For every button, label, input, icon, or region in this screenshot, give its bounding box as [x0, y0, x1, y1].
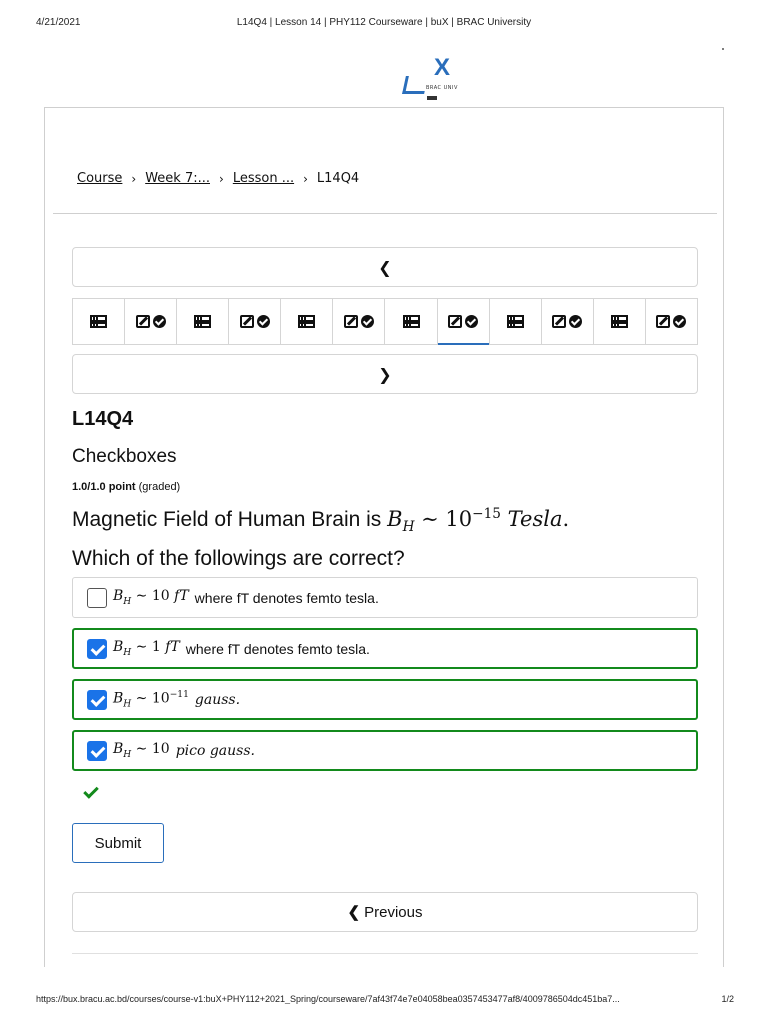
sequence-next-button[interactable] — [72, 354, 698, 394]
option-formula: $B_H$ ∼ 10 fT — [113, 588, 189, 607]
checkbox-checked[interactable] — [87, 639, 107, 659]
problem-type: Checkboxes — [72, 446, 177, 467]
film-icon — [611, 315, 628, 328]
checkbox-checked[interactable] — [87, 741, 107, 761]
film-icon — [507, 315, 524, 328]
edit-icon — [344, 315, 358, 328]
breadcrumb-week[interactable]: Week 7:... — [145, 171, 210, 186]
sequence-tab-video[interactable] — [177, 299, 229, 344]
check-icon — [83, 783, 99, 799]
question-line2: Which of the followings are correct? — [72, 547, 405, 571]
print-url: https://bux.bracu.ac.bd/courses/course-v1:buX+PHY112+2021_Spring/courseware/7af43f74e7e04058bea0357453477af8/4009786504dc451ba7... — [36, 994, 620, 1004]
checkbox-unchecked[interactable] — [87, 588, 107, 608]
question-line1: Magnetic Field of Human Brain is — [72, 508, 388, 531]
sequence-tabs — [72, 298, 698, 345]
print-page-number: 1/2 — [721, 994, 734, 1004]
score-value: 1.0/1.0 point — [72, 481, 136, 493]
check-circle-icon — [257, 315, 270, 328]
check-circle-icon — [569, 315, 582, 328]
sequence-tab-video[interactable] — [490, 299, 542, 344]
check-circle-icon — [465, 315, 478, 328]
option-formula: $B_H$ ∼ $10^{-11}$ — [113, 689, 189, 710]
print-header — [0, 17, 768, 31]
previous-label: Previous — [364, 903, 423, 921]
breadcrumb-current: L14Q4 — [316, 171, 360, 186]
question-text — [72, 499, 712, 574]
sequence-tab-problem[interactable] — [646, 299, 697, 344]
check-circle-icon — [153, 315, 166, 328]
chevron-right-icon: › — [303, 171, 308, 186]
chevron-left-icon: ❮ — [378, 257, 392, 277]
sequence-tab-video[interactable] — [594, 299, 646, 344]
breadcrumb-course[interactable]: Course — [77, 171, 123, 186]
option-text: where fT denotes femto tesla. — [194, 589, 379, 606]
film-icon — [194, 315, 211, 328]
edit-icon — [136, 315, 150, 328]
course-content-card — [44, 107, 724, 967]
chevron-right-icon: › — [219, 171, 224, 186]
unit-title: L14Q4 — [72, 408, 134, 430]
answer-option-1[interactable] — [72, 577, 698, 618]
divider — [72, 953, 698, 954]
bux-logo[interactable] — [400, 54, 464, 104]
edit-icon — [656, 315, 670, 328]
option-text: where fT denotes femto tesla. — [185, 640, 370, 657]
print-date: 4/21/2021 — [36, 17, 81, 28]
film-icon — [298, 315, 315, 328]
answer-option-2[interactable] — [72, 628, 698, 669]
submit-button[interactable]: Submit — [72, 823, 164, 863]
option-text: pico gauss. — [175, 742, 255, 759]
chevron-left-icon: ❮ — [347, 904, 361, 921]
chevron-right-icon: ❯ — [378, 364, 392, 384]
option-formula: $B_H$ ∼ 1 fT — [113, 639, 180, 658]
checkbox-checked[interactable] — [87, 690, 107, 710]
chevron-right-icon: › — [131, 171, 137, 186]
sequence-tab-problem[interactable] — [542, 299, 594, 344]
sequence-tab-video[interactable] — [281, 299, 333, 344]
logo-subtext: BRAC UNIV — [426, 85, 458, 91]
logo-letter: X — [434, 54, 451, 81]
option-formula: $B_H$ ∼ 10 — [113, 741, 170, 760]
sequence-previous-button[interactable] — [72, 247, 698, 287]
answer-option-4[interactable] — [72, 730, 698, 771]
sequence-tab-video[interactable] — [385, 299, 437, 344]
sequence-tab-problem-active[interactable] — [438, 299, 490, 344]
edit-icon — [552, 315, 566, 328]
problem-score — [72, 481, 180, 493]
check-circle-icon — [673, 315, 686, 328]
print-footer — [0, 994, 768, 1008]
print-title: L14Q4 | Lesson 14 | PHY112 Courseware | buX | BRAC University — [236, 17, 532, 28]
edit-icon — [448, 315, 462, 328]
option-text: gauss. — [194, 691, 241, 708]
logo-bar — [427, 96, 437, 100]
sequence-tab-problem[interactable] — [229, 299, 281, 344]
sequence-tab-problem[interactable] — [125, 299, 177, 344]
film-icon — [90, 315, 107, 328]
decorative-dot — [722, 48, 724, 50]
breadcrumb-lesson[interactable]: Lesson ... — [232, 171, 295, 186]
breadcrumb — [77, 171, 359, 186]
sequence-tab-problem[interactable] — [333, 299, 385, 344]
previous-button[interactable] — [72, 892, 698, 932]
question-formula: $B_H$ ∼ $10^{-15}$ Tesla. — [387, 506, 570, 536]
check-circle-icon — [361, 315, 374, 328]
answer-option-3[interactable] — [72, 679, 698, 720]
divider — [53, 213, 717, 214]
logo-bracket-icon — [402, 76, 428, 94]
edit-icon — [240, 315, 254, 328]
graded-label: (graded) — [138, 481, 181, 493]
film-icon — [403, 315, 420, 328]
sequence-tab-video[interactable] — [73, 299, 125, 344]
